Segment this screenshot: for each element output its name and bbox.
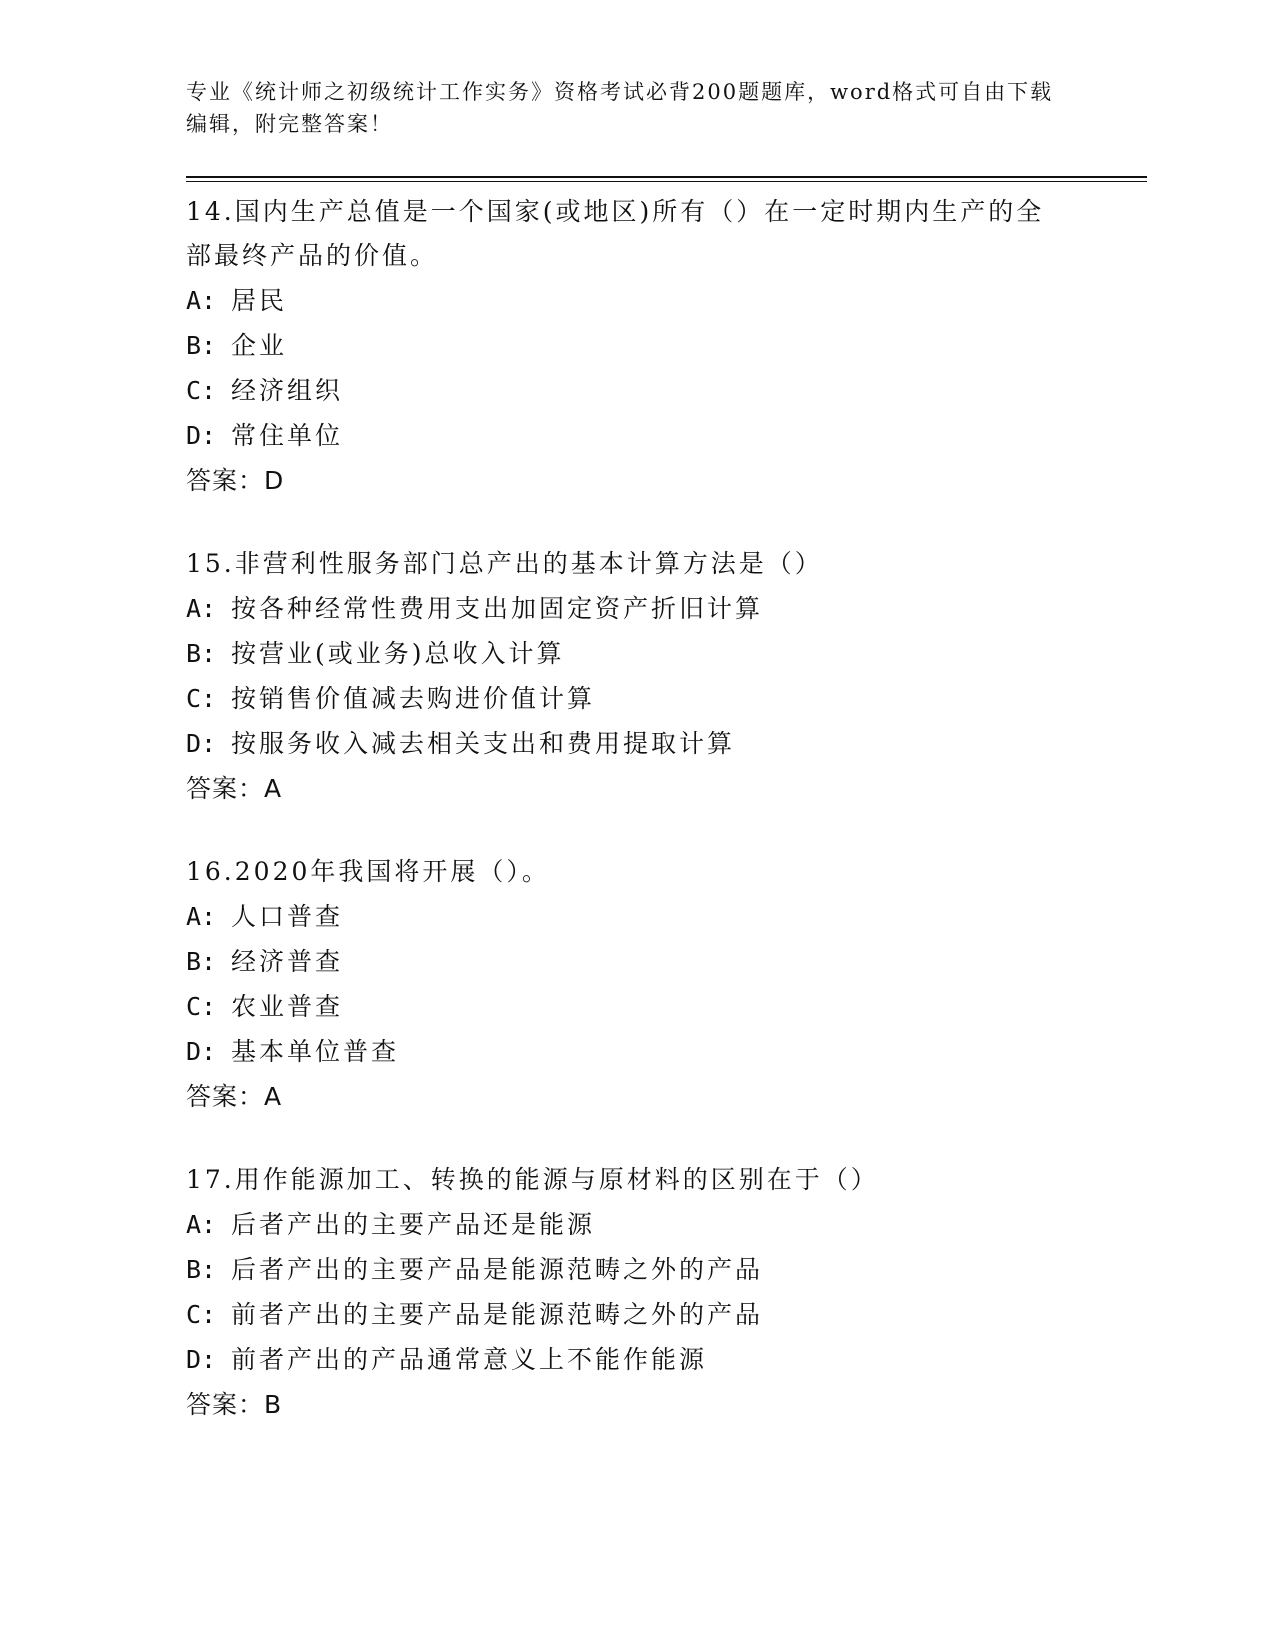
option-letter: B: bbox=[186, 947, 217, 976]
option-text: 人口普查 bbox=[231, 902, 344, 931]
answer-line: 答案：D bbox=[186, 466, 285, 495]
option-text: 企业 bbox=[231, 331, 288, 360]
question-15 bbox=[186, 542, 1086, 812]
option-letter: B: bbox=[186, 639, 217, 668]
option-b bbox=[186, 939, 1086, 984]
question-list bbox=[186, 190, 1086, 1466]
option-c bbox=[186, 368, 1086, 413]
option-b bbox=[186, 323, 1086, 368]
document-header: 专业《统计师之初级统计工作实务》资格考试必背200题题库，word格式可自由下载编辑，附完整答案！ bbox=[186, 80, 1054, 136]
question-16 bbox=[186, 850, 1086, 1120]
option-letter: C: bbox=[186, 1300, 217, 1329]
option-text: 按销售价值减去购进价值计算 bbox=[231, 684, 596, 713]
option-letter: B: bbox=[186, 1255, 217, 1284]
option-letter: B: bbox=[186, 331, 217, 360]
option-text: 常住单位 bbox=[231, 421, 344, 450]
option-letter: D: bbox=[186, 1345, 217, 1374]
header-divider-thick bbox=[186, 176, 1147, 178]
option-text: 经济组织 bbox=[231, 376, 344, 405]
question-stem: 14.国内生产总值是一个国家(或地区)所有（）在一定时期内生产的全部最终产品的价值。 bbox=[186, 197, 1045, 270]
question-14 bbox=[186, 190, 1086, 504]
question-stem: 15.非营利性服务部门总产出的基本计算方法是（） bbox=[186, 549, 823, 578]
option-text: 按各种经常性费用支出加固定资产折旧计算 bbox=[231, 594, 764, 623]
answer-line: 答案：A bbox=[186, 774, 283, 803]
option-a bbox=[186, 586, 1086, 631]
option-text: 后者产出的主要产品是能源范畴之外的产品 bbox=[231, 1255, 764, 1284]
option-letter: D: bbox=[186, 421, 217, 450]
option-letter: A: bbox=[186, 286, 217, 315]
option-c bbox=[186, 1292, 1086, 1337]
option-d bbox=[186, 1337, 1086, 1382]
option-letter: A: bbox=[186, 1210, 217, 1239]
option-letter: A: bbox=[186, 594, 217, 623]
option-letter: C: bbox=[186, 376, 217, 405]
option-text: 居民 bbox=[231, 286, 288, 315]
option-a bbox=[186, 894, 1086, 939]
option-text: 农业普查 bbox=[231, 992, 344, 1021]
option-b bbox=[186, 1247, 1086, 1292]
question-17 bbox=[186, 1158, 1086, 1428]
option-c bbox=[186, 676, 1086, 721]
option-text: 按营业(或业务)总收入计算 bbox=[231, 639, 565, 668]
option-text: 前者产出的主要产品是能源范畴之外的产品 bbox=[231, 1300, 764, 1329]
answer-line: 答案：A bbox=[186, 1082, 283, 1111]
answer-line: 答案：B bbox=[186, 1390, 283, 1419]
header-divider-thin bbox=[186, 181, 1147, 182]
option-text: 前者产出的产品通常意义上不能作能源 bbox=[231, 1345, 708, 1374]
option-letter: C: bbox=[186, 992, 217, 1021]
option-text: 基本单位普查 bbox=[231, 1037, 400, 1066]
option-text: 后者产出的主要产品还是能源 bbox=[231, 1210, 596, 1239]
option-letter: D: bbox=[186, 729, 217, 758]
option-a bbox=[186, 278, 1086, 323]
option-text: 按服务收入减去相关支出和费用提取计算 bbox=[231, 729, 736, 758]
option-d bbox=[186, 413, 1086, 458]
option-letter: D: bbox=[186, 1037, 217, 1066]
option-letter: A: bbox=[186, 902, 217, 931]
option-a bbox=[186, 1202, 1086, 1247]
option-b bbox=[186, 631, 1086, 676]
option-d bbox=[186, 1029, 1086, 1074]
option-d bbox=[186, 721, 1086, 766]
question-stem: 16.2020年我国将开展（）。 bbox=[186, 857, 550, 886]
option-letter: C: bbox=[186, 684, 217, 713]
option-c bbox=[186, 984, 1086, 1029]
question-stem: 17.用作能源加工、转换的能源与原材料的区别在于（） bbox=[186, 1165, 879, 1194]
option-text: 经济普查 bbox=[231, 947, 344, 976]
